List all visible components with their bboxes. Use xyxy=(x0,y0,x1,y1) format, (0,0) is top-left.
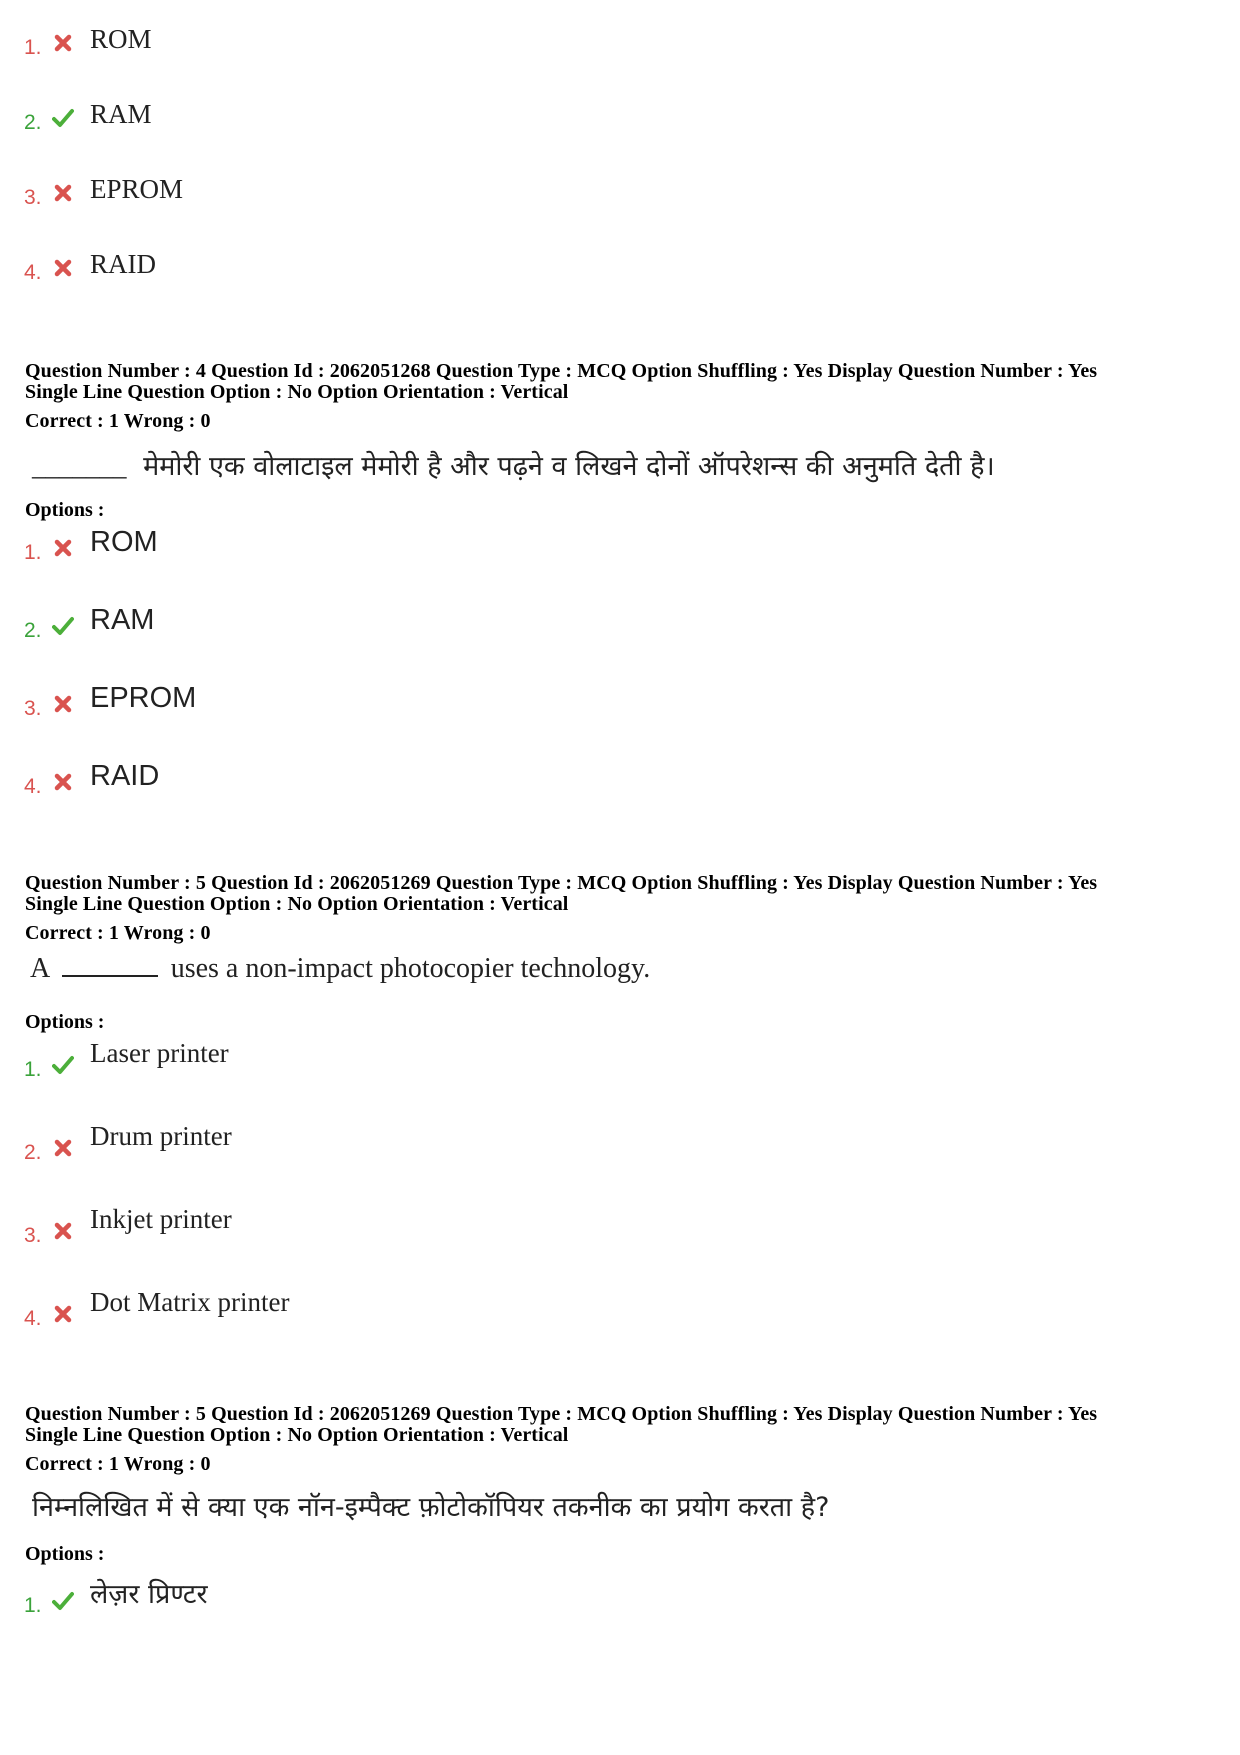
question-prefix: A xyxy=(30,953,49,984)
cross-icon xyxy=(52,693,74,715)
question-meta-line2: Single Line Question Option : No Option Orientation : Vertical xyxy=(25,1424,569,1446)
check-icon xyxy=(52,107,74,129)
option-text: EPROM xyxy=(90,174,184,204)
option-text: Inkjet printer xyxy=(90,1204,232,1234)
question-marks: Correct : 1 Wrong : 0 xyxy=(25,1453,211,1475)
option-number: 3. xyxy=(24,186,42,209)
option-number: 2. xyxy=(24,619,42,642)
check-icon xyxy=(52,615,74,637)
option-text: EPROM xyxy=(90,682,197,714)
option-number: 1. xyxy=(24,1058,42,1081)
question-meta-line1: Question Number : 4 Question Id : 2062051268 Question Type : MCQ Option Shuffling : Yes Display Question Number : Yes xyxy=(25,360,1098,382)
cross-icon xyxy=(52,1303,74,1325)
options-label: Options : xyxy=(25,1011,105,1033)
check-icon xyxy=(52,1054,74,1076)
question-text: निम्नलिखित में से क्या एक नॉन-इम्पैक्ट फ़ोटोकॉपियर तकनीक का प्रयोग करता है? xyxy=(32,1492,830,1523)
option-number: 4. xyxy=(24,261,42,284)
option-number: 1. xyxy=(24,36,42,59)
question-text xyxy=(32,446,995,483)
option-text: लेज़र प्रिण्टर xyxy=(90,1579,208,1610)
option-number: 2. xyxy=(24,1141,42,1164)
cross-icon xyxy=(52,257,74,279)
option-text: RAM xyxy=(90,99,152,129)
question-text xyxy=(30,953,650,985)
option-text: Dot Matrix printer xyxy=(90,1287,290,1317)
option-text: RAID xyxy=(90,249,156,279)
option-text: RAM xyxy=(90,604,155,636)
option-number: 1. xyxy=(24,541,42,564)
option-number: 4. xyxy=(24,1307,42,1330)
question-marks: Correct : 1 Wrong : 0 xyxy=(25,922,211,944)
cross-icon xyxy=(52,1137,74,1159)
option-number: 4. xyxy=(24,775,42,798)
option-text: Drum printer xyxy=(90,1121,232,1151)
option-number: 3. xyxy=(24,697,42,720)
question-meta-line1: Question Number : 5 Question Id : 2062051269 Question Type : MCQ Option Shuffling : Yes Display Question Number : Yes xyxy=(25,1403,1098,1425)
question-body: मेमोरी एक वोलाटाइल मेमोरी है और पढ़ने व लिखने दोनों ऑपरेशन्स की अनुमति देती है। xyxy=(143,451,995,482)
question-body: uses a non-impact photocopier technology. xyxy=(170,953,651,984)
question-meta-line1: Question Number : 5 Question Id : 2062051269 Question Type : MCQ Option Shuffling : Yes Display Question Number : Yes xyxy=(25,872,1098,894)
option-text: ROM xyxy=(90,526,158,558)
question-marks: Correct : 1 Wrong : 0 xyxy=(25,410,211,432)
question-meta-line2: Single Line Question Option : No Option Orientation : Vertical xyxy=(25,381,569,403)
option-text: RAID xyxy=(90,760,160,792)
cross-icon xyxy=(52,1220,74,1242)
question-blank: _______ xyxy=(32,451,127,481)
option-number: 2. xyxy=(24,111,42,134)
option-number: 1. xyxy=(24,1594,42,1617)
cross-icon xyxy=(52,771,74,793)
options-label: Options : xyxy=(25,1543,105,1565)
question-blank xyxy=(62,975,158,977)
check-icon xyxy=(52,1590,74,1612)
cross-icon xyxy=(52,182,74,204)
option-text: Laser printer xyxy=(90,1038,229,1068)
cross-icon xyxy=(52,537,74,559)
cross-icon xyxy=(52,32,74,54)
option-number: 3. xyxy=(24,1224,42,1247)
question-meta-line2: Single Line Question Option : No Option Orientation : Vertical xyxy=(25,893,569,915)
options-label: Options : xyxy=(25,499,105,521)
option-text: ROM xyxy=(90,24,152,54)
